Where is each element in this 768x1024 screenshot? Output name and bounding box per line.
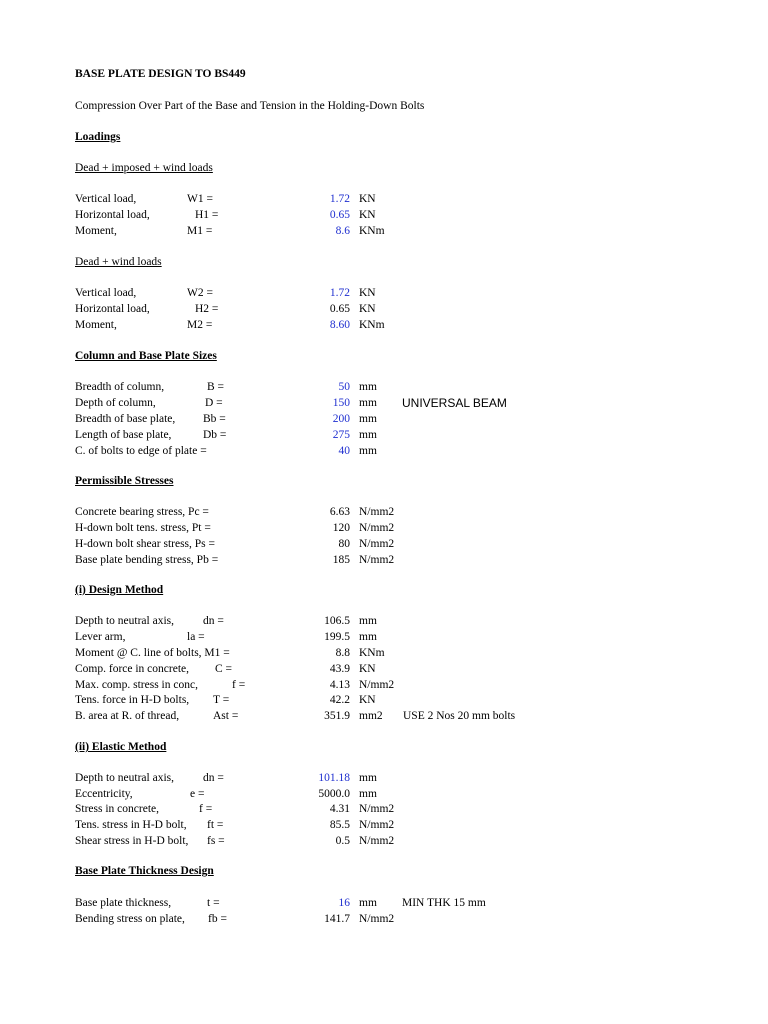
row-symbol: t = bbox=[207, 897, 220, 909]
row-symbol: dn = bbox=[203, 615, 224, 627]
row-label: Lever arm, bbox=[75, 631, 126, 643]
row-unit: N/mm2 bbox=[359, 506, 395, 518]
input-value[interactable]: 200 bbox=[332, 413, 350, 425]
row-unit: N/mm2 bbox=[359, 679, 395, 691]
row-label: Shear stress in H-D bolt, bbox=[75, 835, 189, 847]
section-heading-sizes: Column and Base Plate Sizes bbox=[75, 350, 217, 362]
row-symbol: H2 = bbox=[195, 303, 219, 315]
row-symbol: H1 = bbox=[195, 209, 219, 221]
row-symbol: e = bbox=[190, 788, 205, 800]
computed-value: 0.5 bbox=[335, 835, 350, 847]
input-value[interactable]: 8.6 bbox=[335, 225, 350, 237]
input-value[interactable]: 275 bbox=[332, 429, 350, 441]
row-symbol: ft = bbox=[207, 819, 224, 831]
row-symbol: M1 = bbox=[187, 225, 213, 237]
row-unit: mm bbox=[359, 631, 377, 643]
row-symbol: f = bbox=[199, 803, 213, 815]
row-symbol: Db = bbox=[203, 429, 227, 441]
row-label: Depth of column, bbox=[75, 397, 156, 409]
bolt-recommendation-note: USE 2 Nos 20 mm bolts bbox=[403, 710, 516, 722]
min-thickness-note: MIN THK 15 mm bbox=[402, 897, 486, 909]
computed-value: 80 bbox=[338, 538, 350, 550]
section-heading-elastic-method: (ii) Elastic Method bbox=[75, 741, 167, 753]
row-label: Stress in concrete, bbox=[75, 803, 159, 815]
row-unit: KNm bbox=[359, 319, 385, 331]
row-unit: N/mm2 bbox=[359, 819, 395, 831]
computed-value: 185 bbox=[332, 554, 350, 566]
input-value[interactable]: 16 bbox=[338, 897, 350, 909]
row-unit: KN bbox=[359, 287, 376, 299]
computed-value: 85.5 bbox=[329, 819, 350, 831]
row-label: B. area at R. of thread, bbox=[75, 710, 180, 722]
computed-value: 5000.0 bbox=[318, 788, 350, 800]
computed-value: 106.5 bbox=[324, 615, 350, 627]
row-symbol: B = bbox=[207, 381, 225, 393]
document-title: BASE PLATE DESIGN TO BS449 bbox=[75, 68, 246, 80]
row-symbol: Ast = bbox=[213, 710, 239, 722]
row-unit: KN bbox=[359, 303, 376, 315]
row-symbol: fs = bbox=[207, 835, 225, 847]
row-symbol: C = bbox=[215, 663, 233, 675]
row-label: Depth to neutral axis, bbox=[75, 772, 175, 784]
computed-value: 141.7 bbox=[324, 913, 350, 925]
row-label: Base plate bending stress, Pb = bbox=[75, 554, 219, 566]
input-value[interactable]: 150 bbox=[332, 397, 350, 409]
row-label: Breadth of base plate, bbox=[75, 413, 176, 425]
row-unit: N/mm2 bbox=[359, 554, 395, 566]
row-symbol: Bb = bbox=[203, 413, 226, 425]
input-value[interactable]: 40 bbox=[338, 445, 350, 457]
computed-value: 4.31 bbox=[329, 803, 350, 815]
row-label: Breadth of column, bbox=[75, 381, 165, 393]
row-label: Depth to neutral axis, bbox=[75, 615, 175, 627]
row-label: Horizontal load, bbox=[75, 209, 150, 221]
row-symbol: D = bbox=[205, 397, 223, 409]
row-unit: N/mm2 bbox=[359, 538, 395, 550]
row-label: Moment, bbox=[75, 225, 117, 237]
computed-value: 4.13 bbox=[329, 679, 350, 691]
row-label: Concrete bearing stress, Pc = bbox=[75, 506, 209, 518]
row-unit: mm bbox=[359, 397, 377, 409]
computed-value: 42.2 bbox=[329, 694, 350, 706]
row-label: Moment, bbox=[75, 319, 117, 331]
subheading-dead-wind: Dead + wind loads bbox=[75, 256, 162, 268]
section-heading-loadings: Loadings bbox=[75, 131, 121, 143]
row-label: Moment @ C. line of bolts, M1 = bbox=[75, 647, 230, 659]
computed-value: 43.9 bbox=[329, 663, 350, 675]
row-symbol: W2 = bbox=[187, 287, 213, 299]
row-symbol: W1 = bbox=[187, 193, 213, 205]
section-type-note: UNIVERSAL BEAM bbox=[402, 396, 507, 410]
row-unit: mm bbox=[359, 413, 377, 425]
row-unit: KNm bbox=[359, 225, 385, 237]
row-label: Vertical load, bbox=[75, 287, 137, 299]
row-unit: mm2 bbox=[359, 710, 383, 722]
row-label: Horizontal load, bbox=[75, 303, 150, 315]
row-unit: mm bbox=[359, 897, 377, 909]
row-unit: mm bbox=[359, 429, 377, 441]
row-unit: N/mm2 bbox=[359, 835, 395, 847]
section-heading-thickness: Base Plate Thickness Design bbox=[75, 865, 214, 877]
row-label: H-down bolt tens. stress, Pt = bbox=[75, 522, 211, 534]
row-label: Tens. stress in H-D bolt, bbox=[75, 819, 187, 831]
row-label: Tens. force in H-D bolts, bbox=[75, 694, 190, 706]
row-unit: N/mm2 bbox=[359, 522, 395, 534]
row-label: Eccentricity, bbox=[75, 788, 133, 800]
computed-value: 6.63 bbox=[329, 506, 350, 518]
row-unit: mm bbox=[359, 381, 377, 393]
row-unit: N/mm2 bbox=[359, 913, 395, 925]
computed-value: 351.9 bbox=[324, 710, 350, 722]
row-unit: KN bbox=[359, 663, 376, 675]
row-unit: mm bbox=[359, 788, 377, 800]
subheading-dead-imposed-wind: Dead + imposed + wind loads bbox=[75, 162, 213, 174]
input-value[interactable]: 101.18 bbox=[318, 772, 350, 784]
row-unit: mm bbox=[359, 445, 377, 457]
row-label: H-down bolt shear stress, Ps = bbox=[75, 538, 216, 550]
section-heading-design-method: (i) Design Method bbox=[75, 584, 164, 596]
computed-value: 120 bbox=[332, 522, 350, 534]
row-unit: KNm bbox=[359, 647, 385, 659]
row-symbol: dn = bbox=[203, 772, 224, 784]
input-value[interactable]: 1.72 bbox=[329, 287, 350, 299]
row-unit: N/mm2 bbox=[359, 803, 395, 815]
row-label: Bending stress on plate, bbox=[75, 913, 185, 925]
row-label: C. of bolts to edge of plate = bbox=[75, 445, 207, 457]
input-value[interactable]: 50 bbox=[338, 381, 350, 393]
row-symbol: la = bbox=[187, 631, 205, 643]
document-subtitle: Compression Over Part of the Base and Tension in the Holding-Down Bolts bbox=[75, 100, 425, 112]
row-label: Comp. force in concrete, bbox=[75, 663, 189, 675]
computed-value: 0.65 bbox=[329, 303, 350, 315]
row-unit: KN bbox=[359, 193, 376, 205]
row-label: Length of base plate, bbox=[75, 429, 172, 441]
row-unit: KN bbox=[359, 209, 376, 221]
row-symbol: T = bbox=[213, 694, 230, 706]
computed-value: 8.8 bbox=[335, 647, 350, 659]
row-unit: KN bbox=[359, 694, 376, 706]
row-label: Base plate thickness, bbox=[75, 897, 172, 909]
row-symbol: M2 = bbox=[187, 319, 213, 331]
computed-value: 199.5 bbox=[324, 631, 350, 643]
section-heading-stresses: Permissible Stresses bbox=[75, 475, 174, 487]
row-unit: mm bbox=[359, 772, 377, 784]
input-value[interactable]: 1.72 bbox=[329, 193, 350, 205]
row-symbol: f = bbox=[232, 679, 246, 691]
row-label: Vertical load, bbox=[75, 193, 137, 205]
input-value[interactable]: 0.65 bbox=[329, 209, 350, 221]
row-label: Max. comp. stress in conc, bbox=[75, 679, 198, 691]
input-value[interactable]: 8.60 bbox=[329, 319, 350, 331]
row-unit: mm bbox=[359, 615, 377, 627]
row-symbol: fb = bbox=[208, 913, 227, 925]
